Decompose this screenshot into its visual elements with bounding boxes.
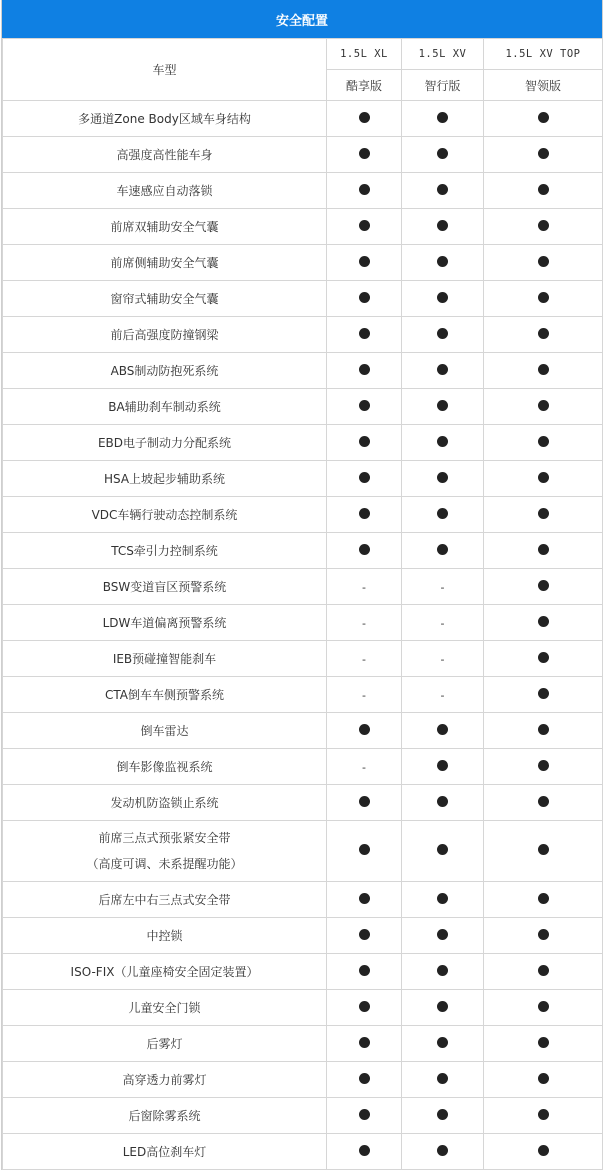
standard-dot-icon (359, 929, 370, 940)
availability-cell (402, 713, 484, 749)
availability-cell (327, 990, 402, 1026)
availability-cell (484, 209, 603, 245)
standard-dot-icon (538, 1001, 549, 1012)
feature-name: CTA倒车车侧预警系统 (105, 688, 224, 702)
not-available-dash: - (362, 760, 366, 774)
feature-name-cell (3, 713, 327, 749)
feature-name-cell (3, 317, 327, 353)
feature-name: 倒车影像监视系统 (116, 760, 213, 774)
not-available-dash: - (362, 688, 366, 702)
standard-dot-icon (437, 436, 448, 447)
standard-dot-icon (437, 1109, 448, 1120)
standard-dot-icon (359, 364, 370, 375)
feature-name: 前席三点式预张紧安全带 (98, 831, 231, 845)
standard-dot-icon (538, 1073, 549, 1084)
feature-name-cell (3, 461, 327, 497)
feature-name: 前席侧辅助安全气囊 (110, 256, 219, 270)
standard-dot-icon (437, 508, 448, 519)
availability-cell (402, 918, 484, 954)
model-label-cell: 车型 (3, 39, 327, 101)
availability-cell (327, 389, 402, 425)
standard-dot-icon (359, 256, 370, 267)
feature-name-cell (3, 821, 327, 882)
standard-dot-icon (538, 508, 549, 519)
table-row (3, 497, 603, 533)
table-row (3, 605, 603, 641)
standard-dot-icon (359, 148, 370, 159)
availability-cell (327, 821, 402, 882)
table-row (3, 389, 603, 425)
availability-cell (484, 497, 603, 533)
availability-cell (402, 101, 484, 137)
availability-cell (402, 990, 484, 1026)
standard-dot-icon (538, 544, 549, 555)
availability-cell (327, 605, 402, 641)
standard-dot-icon (437, 184, 448, 195)
feature-name-cell (3, 990, 327, 1026)
availability-cell (484, 533, 603, 569)
standard-dot-icon (538, 112, 549, 123)
standard-dot-icon (437, 1001, 448, 1012)
availability-cell (402, 821, 484, 882)
standard-dot-icon (437, 796, 448, 807)
feature-name: 倒车雷达 (140, 724, 189, 738)
standard-dot-icon (538, 256, 549, 267)
standard-dot-icon (437, 328, 448, 339)
feature-name-cell (3, 605, 327, 641)
feature-name-cell (3, 389, 327, 425)
standard-dot-icon (437, 292, 448, 303)
availability-cell (484, 713, 603, 749)
availability-cell (327, 533, 402, 569)
availability-cell (402, 425, 484, 461)
trim-name-xv: 1.5L XV (402, 39, 484, 70)
availability-cell (402, 882, 484, 918)
table-row (3, 1026, 603, 1062)
feature-name-cell (3, 209, 327, 245)
standard-dot-icon (359, 508, 370, 519)
availability-cell (327, 713, 402, 749)
standard-dot-icon (538, 1037, 549, 1048)
standard-dot-icon (538, 472, 549, 483)
standard-dot-icon (437, 220, 448, 231)
standard-dot-icon (538, 929, 549, 940)
availability-cell (484, 990, 603, 1026)
standard-dot-icon (437, 724, 448, 735)
standard-dot-icon (437, 472, 448, 483)
availability-cell (484, 785, 603, 821)
standard-dot-icon (538, 364, 549, 375)
feature-name: VDC车辆行驶动态控制系统 (91, 508, 238, 522)
availability-cell (327, 1098, 402, 1134)
availability-cell (484, 245, 603, 281)
trim-edition-xl: 酷享版 (327, 70, 402, 101)
feature-name-cell (3, 918, 327, 954)
not-available-dash: - (440, 688, 445, 702)
feature-name: 儿童安全门锁 (128, 1001, 201, 1015)
availability-cell (402, 605, 484, 641)
standard-dot-icon (437, 112, 448, 123)
table-row (3, 641, 603, 677)
availability-cell (327, 317, 402, 353)
feature-name: 前席双辅助安全气囊 (110, 220, 219, 234)
availability-cell (484, 749, 603, 785)
availability-cell (402, 749, 484, 785)
standard-dot-icon (538, 724, 549, 735)
trim-name-xv-top: 1.5L XV TOP (484, 39, 603, 70)
feature-name-cell (3, 281, 327, 317)
availability-cell (402, 209, 484, 245)
feature-name: 前后高强度防撞钢梁 (110, 328, 219, 342)
feature-name-cell (3, 497, 327, 533)
standard-dot-icon (538, 616, 549, 627)
table-row (3, 785, 603, 821)
standard-dot-icon (538, 220, 549, 231)
standard-dot-icon (538, 893, 549, 904)
standard-dot-icon (538, 580, 549, 591)
not-available-dash: - (362, 616, 366, 630)
standard-dot-icon (538, 965, 549, 976)
availability-cell (484, 821, 603, 882)
feature-name: BSW变道盲区预警系统 (102, 580, 227, 594)
feature-name-note: （高度可调、未系提醒功能） (86, 857, 243, 871)
trim-name-xl: 1.5L XL (327, 39, 402, 70)
table-row (3, 281, 603, 317)
standard-dot-icon (359, 220, 370, 231)
table-row (3, 954, 603, 990)
availability-cell (484, 389, 603, 425)
feature-name-cell (3, 1098, 327, 1134)
availability-cell (327, 173, 402, 209)
feature-name-cell (3, 533, 327, 569)
standard-dot-icon (359, 400, 370, 411)
availability-cell (327, 918, 402, 954)
standard-dot-icon (538, 688, 549, 699)
standard-dot-icon (359, 544, 370, 555)
standard-dot-icon (538, 652, 549, 663)
availability-cell (484, 918, 603, 954)
feature-name-cell (3, 1062, 327, 1098)
standard-dot-icon (437, 844, 448, 855)
standard-dot-icon (359, 1037, 370, 1048)
standard-dot-icon (359, 1001, 370, 1012)
table-row (3, 317, 603, 353)
availability-cell (402, 677, 484, 713)
not-available-dash: - (362, 580, 366, 594)
feature-name: 窗帘式辅助安全气囊 (110, 292, 219, 306)
standard-dot-icon (359, 844, 370, 855)
availability-cell (484, 882, 603, 918)
availability-cell (327, 641, 402, 677)
availability-cell (327, 101, 402, 137)
feature-name: 高强度高性能车身 (116, 148, 213, 162)
availability-cell (402, 569, 484, 605)
feature-name-cell (3, 425, 327, 461)
table-title: 安全配置 (2, 0, 602, 38)
standard-dot-icon (437, 364, 448, 375)
feature-name-cell (3, 882, 327, 918)
availability-cell (327, 1134, 402, 1170)
table-row (3, 425, 603, 461)
standard-dot-icon (538, 148, 549, 159)
standard-dot-icon (359, 112, 370, 123)
standard-dot-icon (359, 184, 370, 195)
feature-name: BA辅助刹车制动系统 (108, 400, 221, 414)
availability-cell (402, 353, 484, 389)
availability-cell (327, 785, 402, 821)
availability-cell (484, 569, 603, 605)
standard-dot-icon (437, 760, 448, 771)
not-available-dash: - (440, 616, 445, 630)
trim-edition-xv-top: 智领版 (484, 70, 603, 101)
availability-cell (402, 1098, 484, 1134)
availability-cell (402, 533, 484, 569)
standard-dot-icon (359, 436, 370, 447)
standard-dot-icon (359, 328, 370, 339)
standard-dot-icon (359, 1073, 370, 1084)
availability-cell (402, 461, 484, 497)
availability-cell (327, 245, 402, 281)
table-row (3, 353, 603, 389)
availability-cell (484, 954, 603, 990)
feature-name: 车速感应自动落锁 (116, 184, 213, 198)
feature-name: 发动机防盗锁止系统 (110, 796, 219, 810)
availability-cell (327, 461, 402, 497)
feature-name-cell (3, 137, 327, 173)
availability-cell (327, 1062, 402, 1098)
table-row (3, 677, 603, 713)
feature-name: IEB预碰撞智能刹车 (112, 652, 217, 666)
feature-name: TCS牵引力控制系统 (111, 544, 218, 558)
standard-dot-icon (437, 148, 448, 159)
feature-name-cell (3, 785, 327, 821)
feature-name: 中控锁 (146, 929, 183, 943)
feature-name: LDW车道偏离预警系统 (102, 616, 227, 630)
availability-cell (327, 497, 402, 533)
feature-name-cell (3, 641, 327, 677)
table-row (3, 173, 603, 209)
table-row (3, 1134, 603, 1170)
feature-name-cell (3, 1026, 327, 1062)
availability-cell (484, 1026, 603, 1062)
standard-dot-icon (538, 436, 549, 447)
standard-dot-icon (359, 796, 370, 807)
availability-cell (484, 353, 603, 389)
feature-name: LED高位刹车灯 (122, 1145, 207, 1159)
table-row (3, 245, 603, 281)
availability-cell (402, 954, 484, 990)
availability-cell (327, 425, 402, 461)
standard-dot-icon (359, 893, 370, 904)
not-available-dash: - (440, 580, 445, 594)
availability-cell (484, 425, 603, 461)
trim-edition-xv: 智行版 (402, 70, 484, 101)
availability-cell (484, 677, 603, 713)
availability-cell (402, 1062, 484, 1098)
availability-cell (484, 1098, 603, 1134)
standard-dot-icon (437, 893, 448, 904)
availability-cell (327, 749, 402, 785)
availability-cell (327, 954, 402, 990)
table-row (3, 569, 603, 605)
availability-cell (484, 137, 603, 173)
availability-cell (402, 641, 484, 677)
standard-dot-icon (538, 1145, 549, 1156)
availability-cell (484, 641, 603, 677)
availability-cell (484, 461, 603, 497)
table-row (3, 821, 603, 882)
feature-name: 后窗除雾系统 (128, 1109, 201, 1123)
standard-dot-icon (538, 328, 549, 339)
availability-cell (484, 317, 603, 353)
availability-cell (402, 785, 484, 821)
availability-cell (327, 677, 402, 713)
availability-cell (402, 281, 484, 317)
standard-dot-icon (437, 929, 448, 940)
feature-name-cell (3, 245, 327, 281)
standard-dot-icon (437, 400, 448, 411)
not-available-dash: - (362, 652, 366, 666)
standard-dot-icon (437, 256, 448, 267)
availability-cell (402, 389, 484, 425)
availability-cell (402, 173, 484, 209)
availability-cell (327, 569, 402, 605)
availability-cell (402, 245, 484, 281)
standard-dot-icon (538, 1109, 549, 1120)
standard-dot-icon (359, 965, 370, 976)
availability-cell (484, 1062, 603, 1098)
standard-dot-icon (359, 292, 370, 303)
feature-name-cell (3, 677, 327, 713)
standard-dot-icon (538, 184, 549, 195)
feature-name: 后雾灯 (146, 1037, 183, 1051)
feature-name-cell (3, 569, 327, 605)
standard-dot-icon (538, 796, 549, 807)
standard-dot-icon (538, 292, 549, 303)
availability-cell (484, 101, 603, 137)
feature-name-cell (3, 353, 327, 389)
feature-name-cell (3, 1134, 327, 1170)
availability-cell (402, 497, 484, 533)
standard-dot-icon (359, 724, 370, 735)
feature-name: 多通道Zone Body区域车身结构 (78, 112, 251, 126)
table-row (3, 1098, 603, 1134)
availability-cell (402, 137, 484, 173)
table-row (3, 918, 603, 954)
standard-dot-icon (437, 1073, 448, 1084)
feature-name: EBD电子制动力分配系统 (97, 436, 232, 450)
availability-cell (327, 1026, 402, 1062)
availability-cell (402, 1134, 484, 1170)
table-row (3, 749, 603, 785)
availability-cell (484, 173, 603, 209)
availability-cell (484, 281, 603, 317)
availability-cell (402, 317, 484, 353)
feature-name-cell (3, 101, 327, 137)
availability-cell (327, 137, 402, 173)
table-row (3, 209, 603, 245)
availability-cell (327, 353, 402, 389)
standard-dot-icon (538, 760, 549, 771)
availability-cell (402, 1026, 484, 1062)
feature-name: 后席左中右三点式安全带 (98, 893, 231, 907)
table-row (3, 990, 603, 1026)
table-row (3, 1062, 603, 1098)
standard-dot-icon (359, 1145, 370, 1156)
availability-cell (484, 1134, 603, 1170)
availability-cell (327, 281, 402, 317)
table-row (3, 882, 603, 918)
feature-name-cell (3, 173, 327, 209)
standard-dot-icon (538, 844, 549, 855)
standard-dot-icon (359, 1109, 370, 1120)
table-row (3, 101, 603, 137)
table-row (3, 461, 603, 497)
not-available-dash: - (440, 652, 445, 666)
table-row (3, 713, 603, 749)
safety-config-table (2, 38, 603, 1170)
standard-dot-icon (359, 472, 370, 483)
table-row (3, 137, 603, 173)
feature-name: HSA上坡起步辅助系统 (103, 472, 226, 486)
safety-config-table-container (1, 0, 603, 1170)
availability-cell (327, 882, 402, 918)
standard-dot-icon (437, 1037, 448, 1048)
availability-cell (327, 209, 402, 245)
standard-dot-icon (437, 544, 448, 555)
feature-name: ABS制动防抱死系统 (110, 364, 219, 378)
standard-dot-icon (437, 1145, 448, 1156)
table-row (3, 533, 603, 569)
standard-dot-icon (538, 400, 549, 411)
availability-cell (484, 605, 603, 641)
standard-dot-icon (437, 965, 448, 976)
feature-name: 高穿透力前雾灯 (122, 1073, 207, 1087)
feature-name-cell (3, 749, 327, 785)
feature-name-cell (3, 954, 327, 990)
feature-name: ISO-FIX（儿童座椅安全固定装置） (70, 965, 259, 979)
